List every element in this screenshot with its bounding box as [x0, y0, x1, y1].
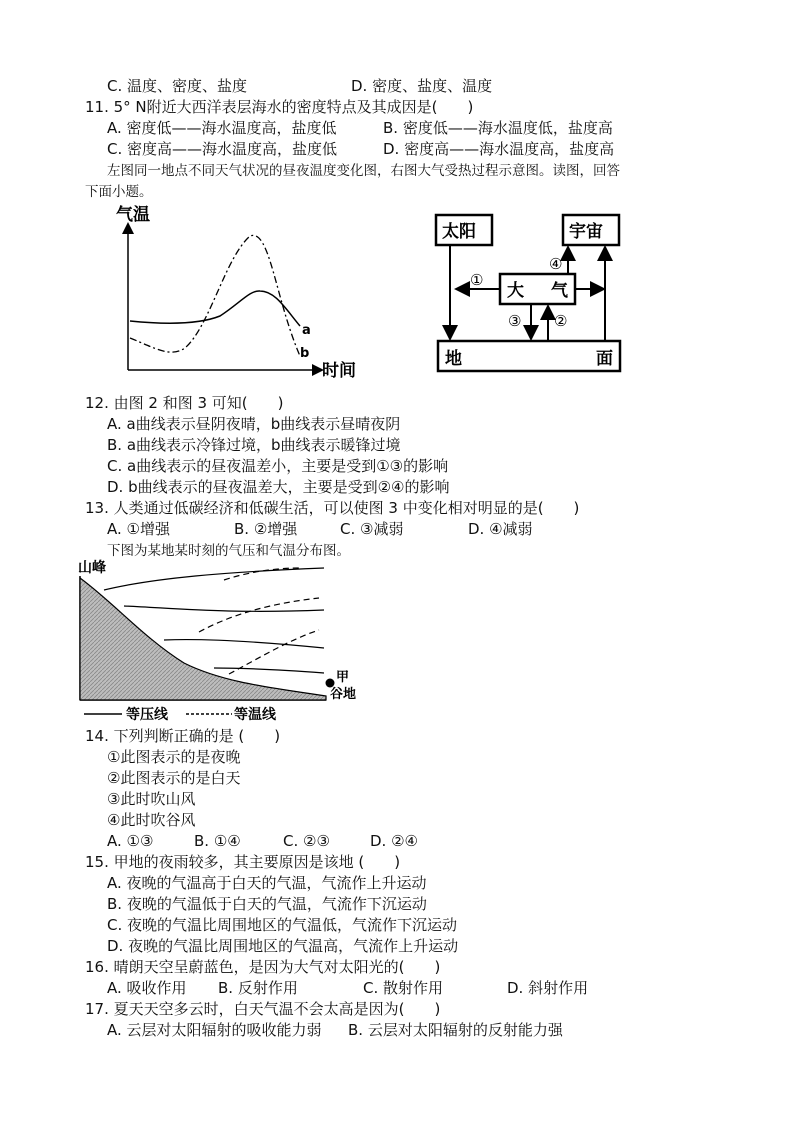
curve-b-label: b: [300, 346, 310, 361]
label-3: ③: [508, 312, 522, 330]
q14-item-2: ②此图表示的是白天: [107, 769, 241, 787]
intro-text-1b: 下面小题。: [85, 184, 153, 200]
q12-option-c: C. a曲线表示的昼夜温差小，主要是受到①③的影响: [107, 457, 449, 475]
ground-box: [438, 341, 620, 371]
isotherm-2: [199, 598, 319, 632]
label-1: ①: [470, 271, 484, 289]
q15-stem: 15. 甲地的夜雨较多，其主要原因是该地 ( ): [85, 853, 401, 871]
q11-option-a: A. 密度低——海水温度高，盐度低: [107, 119, 337, 137]
q13-stem: 13. 人类通过低碳经济和低碳生活，可以使图 3 中变化相对明显的是( ): [85, 499, 580, 517]
isobar-4: [214, 668, 324, 673]
ground-label-2: 面: [596, 349, 613, 369]
intro-text-2: 下图为某地某时刻的气压和气温分布图。: [107, 543, 350, 559]
q11-stem: 11. 5° N附近大西洋表层海水的密度特点及其成因是( ): [85, 98, 474, 116]
isobar-1: [104, 568, 324, 590]
curve-a: [130, 291, 300, 326]
q12-stem: 12. 由图 2 和图 3 可知( ): [85, 394, 284, 412]
q12-option-a: A. a曲线表示昼阴夜晴，b曲线表示昼晴夜阴: [107, 415, 401, 433]
q17-option-b: B. 云层对太阳辐射的反射能力强: [348, 1021, 563, 1039]
valley-label: 谷地: [330, 687, 357, 702]
q14-item-3: ③此时吹山风: [107, 790, 196, 808]
q16-option-d: D. 斜射作用: [507, 979, 589, 997]
q15-option-c: C. 夜晚的气温比周围地区的气温低，气流作下沉运动: [107, 916, 458, 934]
q11-option-b: B. 密度低——海水温度低，盐度高: [383, 119, 613, 137]
curve-b: [130, 235, 300, 356]
q14-option-c: C. ②③: [283, 832, 330, 850]
curve-a-label: a: [302, 323, 311, 338]
q13-option-c: C. ③减弱: [340, 520, 404, 538]
q14-item-4: ④此时吹谷风: [107, 811, 196, 829]
atmosphere-label-1: 大: [507, 281, 524, 301]
isobar-2: [124, 606, 324, 611]
jia-label: 甲: [336, 670, 350, 685]
q14-item-1: ①此图表示的是夜晚: [107, 748, 241, 766]
label-4: ④: [549, 255, 563, 273]
q15-option-b: B. 夜晚的气温低于白天的气温，气流作下沉运动: [107, 895, 427, 913]
q16-option-b: B. 反射作用: [218, 979, 298, 997]
isotherm-3: [229, 630, 319, 674]
atmosphere-label-2: 气: [551, 281, 568, 301]
q14-option-b: B. ①④: [194, 832, 241, 850]
q11-option-d: D. 密度高——海水温度高，盐度高: [383, 140, 615, 158]
q10-option-d: D. 密度、盐度、温度: [351, 77, 493, 95]
q16-option-c: C. 散射作用: [363, 979, 444, 997]
q12-option-b: B. a曲线表示冷锋过境，b曲线表示暖锋过境: [107, 436, 401, 454]
q15-option-d: D. 夜晚的气温比周围地区的气温高，气流作上升运动: [107, 937, 459, 955]
q12-option-d: D. b曲线表示的昼夜温差大，主要是受到②④的影响: [107, 478, 450, 496]
q16-option-a: A. 吸收作用: [107, 979, 187, 997]
mountain-slope: [80, 578, 326, 700]
q15-option-a: A. 夜晚的气温高于白天的气温，气流作上升运动: [107, 874, 427, 892]
q16-stem: 16. 晴朗天空呈蔚蓝色，是因为大气对太阳光的( ): [85, 958, 441, 976]
temperature-curve-figure: [110, 198, 370, 386]
atmosphere-heating-figure: [430, 205, 630, 375]
intro-text-1: 左图同一地点不同天气状况的昼夜温度变化图，右图大气受热过程示意图。读图，回答: [107, 163, 620, 179]
q17-stem: 17. 夏天天空多云时，白天气温不会太高是因为( ): [85, 1000, 441, 1018]
legend-isobar-label: 等压线: [126, 707, 168, 723]
x-axis-label: 时间: [322, 361, 356, 381]
q14-option-d: D. ②④: [370, 832, 418, 850]
q14-option-a: A. ①③: [107, 832, 154, 850]
q10-option-c: C. 温度、密度、盐度: [107, 77, 248, 95]
q14-stem: 14. 下列判断正确的是 ( ): [85, 727, 281, 745]
isobar-isotherm-figure: [74, 558, 374, 726]
legend-isotherm-label: 等温线: [234, 707, 276, 723]
ground-label-1: 地: [445, 349, 462, 369]
label-2: ②: [554, 312, 568, 330]
q17-option-a: A. 云层对太阳辐射的吸收能力弱: [107, 1021, 322, 1039]
q11-option-c: C. 密度高——海水温度高，盐度低: [107, 140, 338, 158]
isobar-3: [164, 640, 324, 648]
sun-label: 太阳: [442, 222, 476, 242]
q13-option-b: B. ②增强: [234, 520, 298, 538]
space-label: 宇宙: [569, 222, 603, 242]
y-axis-label: 气温: [116, 205, 150, 225]
q13-option-a: A. ①增强: [107, 520, 170, 538]
q13-option-d: D. ④减弱: [468, 520, 533, 538]
peak-label: 山峰: [78, 560, 106, 576]
